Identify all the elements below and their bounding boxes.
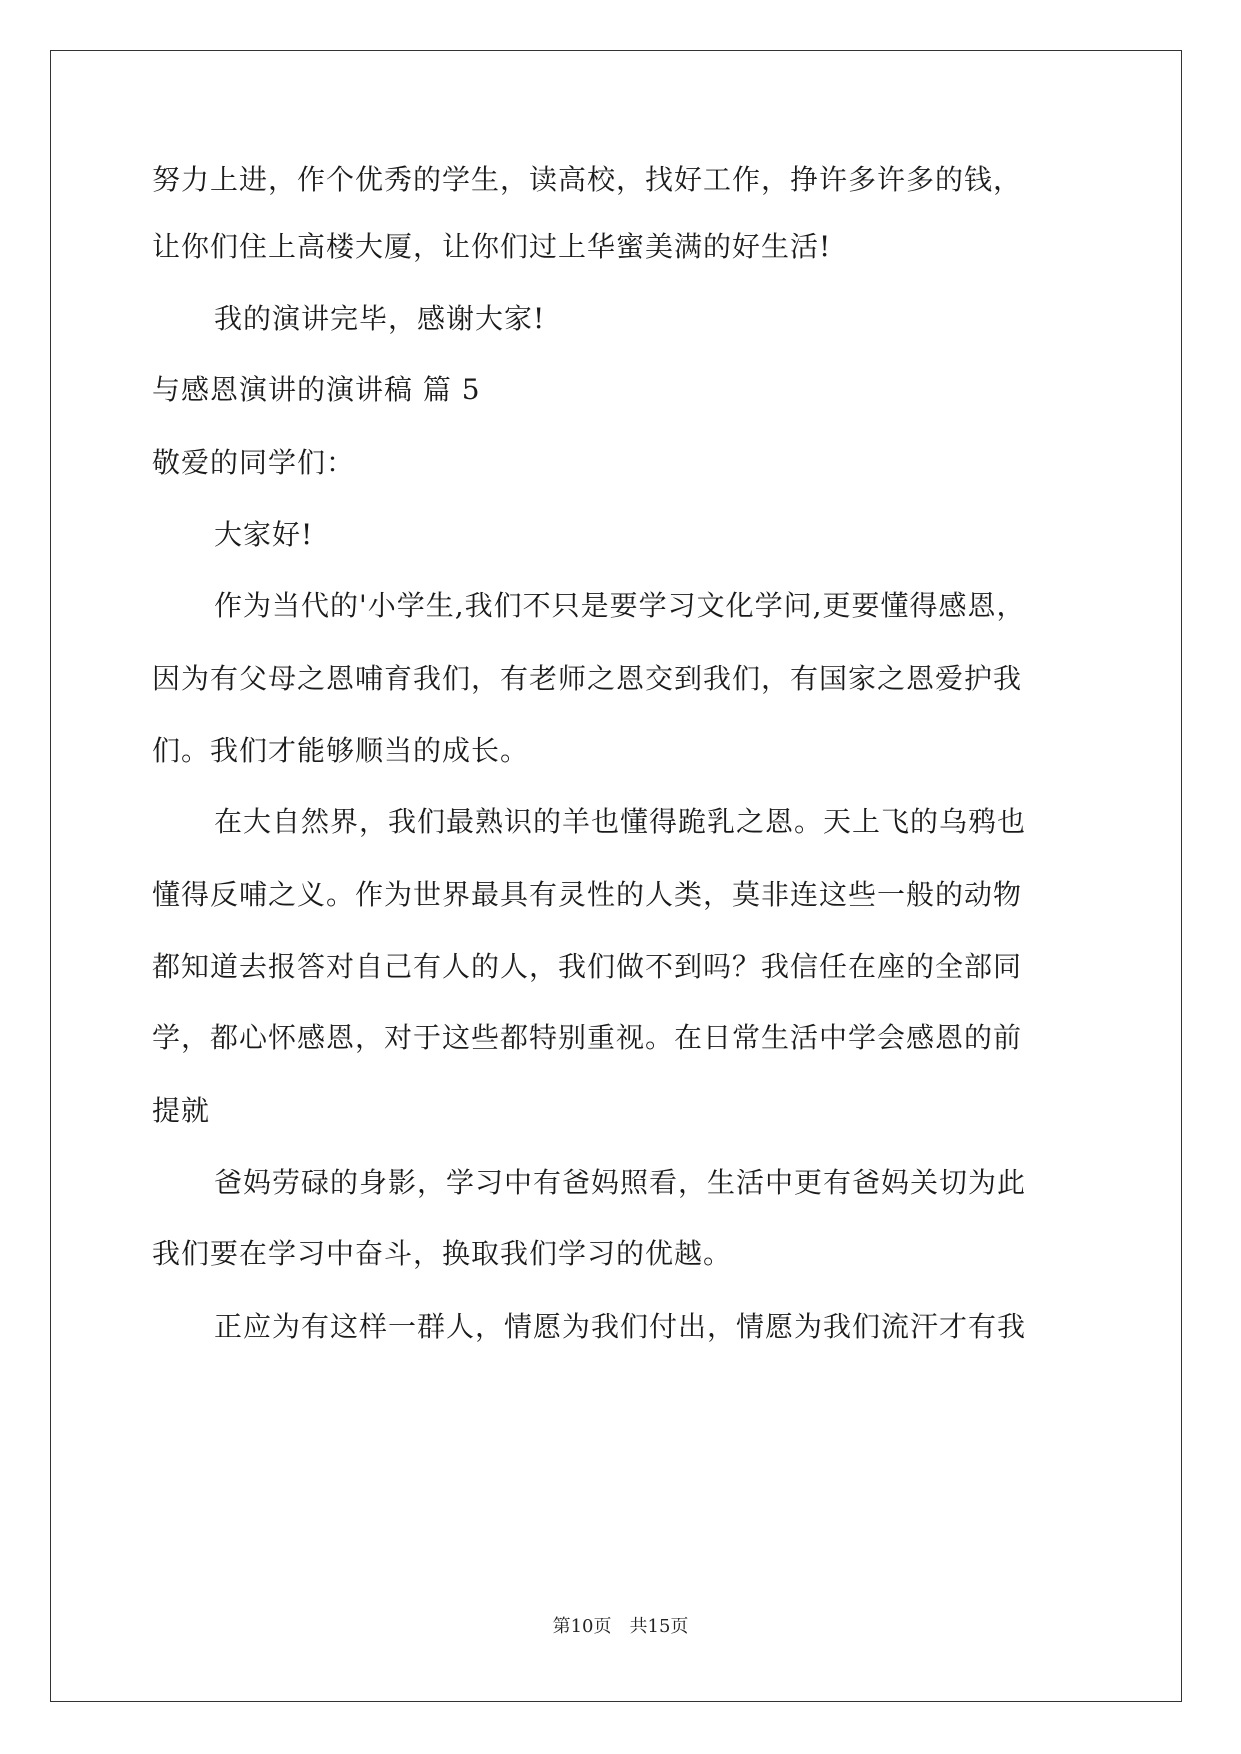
text-line: 因为有父母之恩哺育我们，有老师之恩交到我们，有国家之恩爱护我 bbox=[152, 662, 1023, 695]
text-line: 学，都心怀感恩，对于这些都特别重视。在日常生活中学会感恩的前 bbox=[152, 1021, 1023, 1054]
text-line: 大家好! bbox=[214, 518, 314, 551]
text-line: 爸妈劳碌的身影，学习中有爸妈照看，生活中更有爸妈关切为此 bbox=[214, 1166, 1027, 1199]
text-line: 提就 bbox=[152, 1094, 211, 1127]
text-line: 作为当代的'小学生,我们不只是要学习文化学问,更要懂得感恩， bbox=[214, 589, 1026, 622]
text-line: 正应为有这样一群人，情愿为我们付出，情愿为我们流汗才有我 bbox=[214, 1310, 1027, 1343]
text-line: 我们要在学习中奋斗，换取我们学习的优越。 bbox=[152, 1237, 733, 1270]
text-line: 在大自然界，我们最熟识的羊也懂得跪乳之恩。天上飞的乌鸦也 bbox=[214, 805, 1027, 838]
text-line: 我的演讲完毕，感谢大家! bbox=[214, 302, 546, 335]
text-line: 努力上进，作个优秀的学生，读高校，找好工作，挣许多许多的钱， bbox=[152, 163, 1023, 196]
page-number: 第10页 bbox=[552, 1616, 612, 1637]
text-line: 让你们住上高楼大厦，让你们过上华蜜美满的好生活! bbox=[152, 230, 832, 263]
page-total: 共15页 bbox=[629, 1616, 689, 1637]
page-footer bbox=[0, 1615, 1241, 1639]
section-heading: 与感恩演讲的演讲稿 篇 5 bbox=[152, 373, 481, 406]
salutation: 敬爱的同学们： bbox=[152, 446, 356, 479]
text-line: 都知道去报答对自己有人的人，我们做不到吗？我信任在座的全部同 bbox=[152, 950, 1023, 983]
text-line: 懂得反哺之义。作为世界最具有灵性的人类，莫非连这些一般的动物 bbox=[152, 878, 1023, 911]
text-line: 们。我们才能够顺当的成长。 bbox=[152, 734, 530, 767]
